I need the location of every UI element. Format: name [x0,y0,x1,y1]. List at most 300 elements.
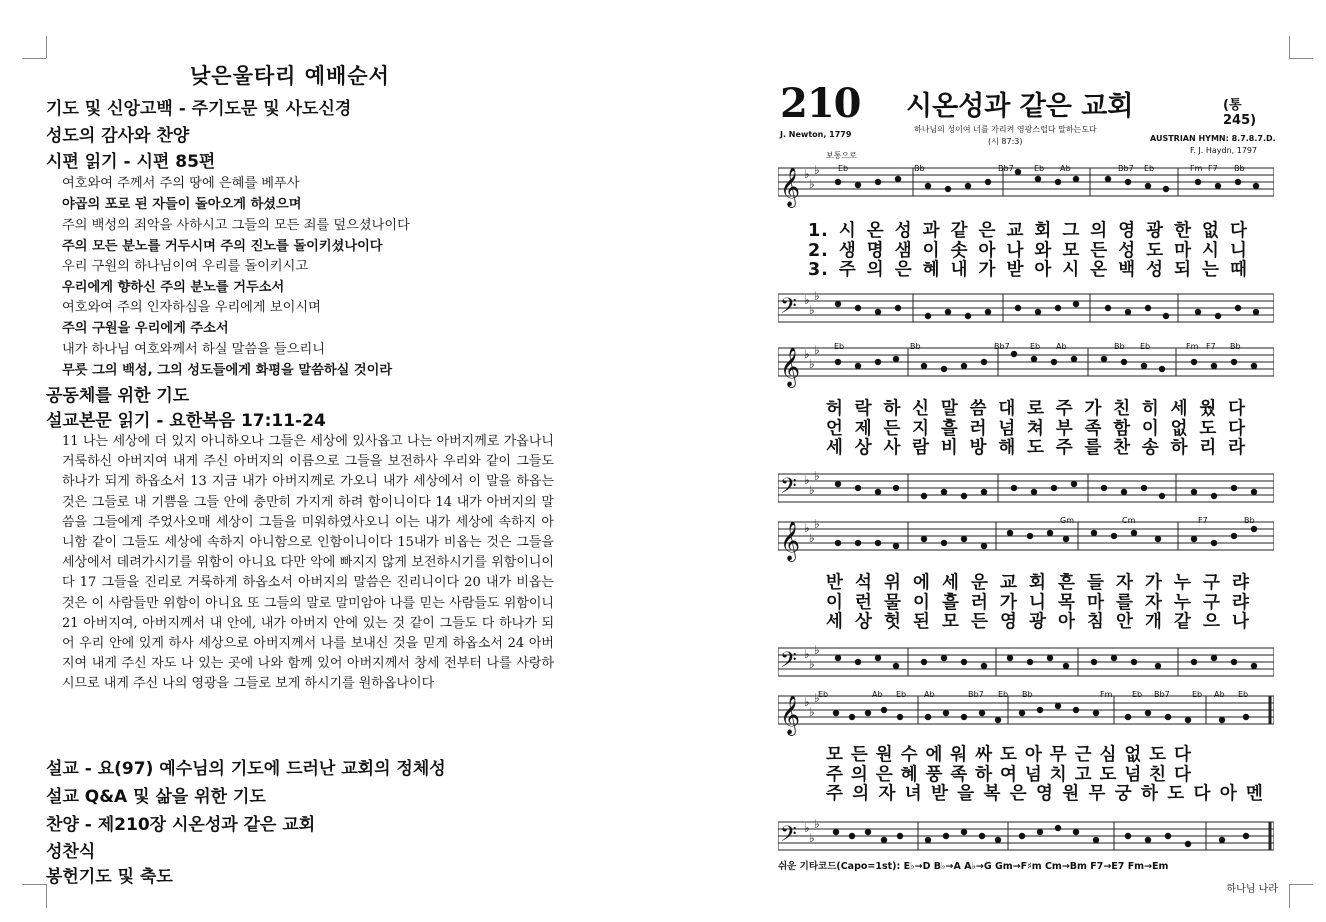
chord-label: Bb [1114,342,1125,351]
order-item: 기도 및 신앙고백 - 주기도문 및 사도신경 [46,99,352,119]
lyric-line [826,420,1246,440]
lyric-syllable: 시 [1062,260,1081,280]
chord-label: Eb [1140,342,1151,351]
lyric-syllable: 광 [1029,612,1047,632]
lyric-syllable: 은 [875,764,894,785]
psalm-line: 내가 하나님 여호와께서 하실 말씀을 들으리니 [62,342,326,357]
lyric-syllable: 받 [1006,260,1025,280]
lyric-syllable: 영 [1000,612,1018,632]
hymn-tune: AUSTRIAN HYMN: 8.7.8.7.D. [1150,134,1276,143]
order-item: 찬양 - 제210장 시온성과 같은 교회 [46,815,316,835]
svg-text:♭: ♭ [804,821,810,835]
lyric-syllable: 로 [1027,399,1045,419]
lyric-syllable: 안 [1116,612,1134,632]
chord-label: Gm [1060,516,1074,525]
lyric-line [808,242,1248,262]
chord-label: Bb [1022,690,1033,699]
psalm-line: 여호와여 주의 인자하심을 우리에게 보이시며 [62,300,321,315]
lyric-syllable: 은 [1009,784,1028,804]
lyric-syllable: 주 [1055,438,1074,458]
lyric-syllable: 혜 [922,260,941,280]
lyric-syllable: 에 [925,745,944,765]
svg-text:♭: ♭ [804,293,810,307]
chord-label: Ab [1060,164,1071,173]
lyric-line [826,613,1250,633]
chord-label: Bb [1230,342,1241,351]
order-item: 성도의 감사와 찬양 [46,126,190,146]
lyric-syllable: 도 [1000,745,1018,765]
lyric-syllable: 다 [1229,221,1248,241]
lyric-syllable: 혜 [900,764,919,785]
chord-label: Eb [818,690,829,699]
svg-text:♭: ♭ [814,817,820,831]
bass-staff [778,294,1274,322]
lyric-syllable: 허 [826,399,844,419]
crop-mark [1289,36,1290,58]
lyric-line [826,785,1264,805]
lyric-syllable: 든 [971,612,989,632]
chord-label: Bb7 [1154,690,1170,699]
treble-clef-icon: 𝄞 [780,521,801,561]
treble-staff [778,348,1274,376]
lyric-syllable: 교 [1000,573,1018,593]
lyric-syllable: 하 [1170,438,1189,458]
psalm-line: 여호와여 주께서 주의 땅에 은혜를 베푸사 [62,176,300,191]
chord-label: Eb [896,690,907,699]
lyric-syllable: 주 [838,260,857,280]
order-item: 성찬식 [46,842,96,862]
lyric-syllable: 치 [1049,764,1068,785]
lyric-syllable: 없 [1170,418,1189,439]
chord-label: Eb [1030,342,1041,351]
lyric-syllable: 에 [913,573,931,593]
chord-label: Bb7 [994,342,1010,351]
chord-label: Eb [1034,164,1045,173]
treble-staff [778,522,1274,550]
lyric-syllable: 싸 [975,745,994,765]
svg-text:♭: ♭ [814,517,820,531]
lyric-syllable: 상 [854,438,873,458]
chord-label: Ab [1214,690,1225,699]
lyric-syllable: 한 [1174,221,1193,241]
lyric-syllable: 워 [950,745,969,765]
lyric-syllable: 해 [998,438,1017,458]
lyric-syllable: 온 [1090,260,1109,280]
bass-clef-icon: 𝄢 [780,822,797,852]
chord-label: Bb [1244,516,1255,525]
lyric-syllable: 반 [826,573,844,593]
lyric-syllable: 자 [878,784,897,804]
svg-text:♭: ♭ [809,831,815,845]
chord-label: Fm [1186,342,1199,351]
lyric-syllable: 이 [922,240,941,261]
lyric-syllable: 씀 [969,399,988,419]
treble-clef-icon: 𝄞 [780,167,801,207]
lyric-syllable: 가 [1145,573,1163,593]
lyric-syllable: 운 [971,573,989,593]
lyric-syllable: 백 [1118,260,1137,280]
lyric-syllable: 되 [1174,260,1193,280]
chord-label: Fm [1190,164,1203,173]
lyric-syllable: 런 [855,592,873,613]
lyric-syllable: 여 [1000,764,1018,785]
lyrics-block [826,746,1264,805]
hymn-subtitle: 하나님의 성이여 너를 가리켜 영광스럽다 말하는도다 [914,125,1097,134]
chord-label: Eb [1132,690,1143,699]
svg-text:♭: ♭ [814,164,820,177]
lyric-syllable: 리 [1199,438,1218,458]
lyric-line [826,766,1192,786]
lyric-syllable: 이 [826,592,844,613]
lyric-syllable: 모 [826,745,844,765]
lyric-syllable: 1. [808,221,829,241]
chord-label: F7 [1206,342,1216,351]
chord-label: Eb [1238,690,1249,699]
lyric-syllable: 온 [866,221,885,241]
lyric-syllable: 헛 [884,612,902,632]
lyric-syllable: 친 [1113,399,1132,419]
chord-label: Eb [1144,164,1155,173]
chord-label: Ab [1056,342,1067,351]
lyric-syllable: 다 [1193,784,1212,804]
psalm-line: 야곱의 포로 된 자들이 돌아오게 하셨으며 [62,197,302,212]
lyric-syllable: 락 [854,399,873,419]
svg-text:♭: ♭ [814,289,820,303]
lyric-syllable: 지 [912,418,931,439]
svg-text:♭: ♭ [809,705,815,719]
lyric-syllable: 신 [912,399,931,419]
lyric-syllable: 하 [883,399,902,419]
hymn-composer: F. J. Haydn, 1797 [1190,146,1258,155]
chord-label: Bb [1234,164,1245,173]
lyric-line [826,439,1246,459]
lyric-syllable: 생 [838,240,857,261]
svg-text:♭: ♭ [809,657,815,671]
lyric-syllable: 시 [1202,240,1220,261]
lyric-syllable: 의 [866,260,885,280]
lyric-syllable: 아 [978,240,997,261]
lyric-syllable: 흘 [940,418,959,439]
lyric-syllable: 원 [1062,784,1081,804]
svg-text:♭: ♭ [804,167,810,181]
lyric-syllable: 모 [942,612,960,632]
lyric-syllable: 누 [1174,573,1192,593]
chord-label: Ab [924,690,935,699]
lyric-syllable: 의 [850,764,869,785]
psalm-line: 무릇 그의 백성, 그의 성도들에게 화평을 말씀하실 것이라 [62,363,393,378]
lyric-syllable: 은 [978,221,997,241]
svg-text:♭: ♭ [809,357,815,371]
lyric-syllable: 구 [1203,573,1221,593]
hymn-category: 하나님 나라 [1226,884,1278,895]
lyric-syllable: 무 [1088,784,1107,804]
lyric-syllable: 는 [1202,260,1220,280]
lyric-syllable: 도 [1027,438,1045,458]
lyric-syllable: 넘 [998,418,1017,439]
lyric-syllable: 수 [900,745,919,765]
lyric-line [808,222,1248,242]
chord-label: Eb [1192,690,1203,699]
bass-clef-icon: 𝄢 [780,648,797,678]
lyric-syllable: 를 [1084,438,1103,458]
lyric-syllable: 찬 [1113,438,1132,458]
lyric-syllable: 풍 [925,764,944,785]
lyric-syllable: 세 [1170,399,1189,419]
lyric-syllable: 랴 [1232,592,1250,613]
lyric-syllable: 궁 [1114,784,1133,804]
lyric-syllable: 으 [1203,612,1221,632]
chord-label: Bb7 [1118,164,1134,173]
crop-mark [22,884,46,885]
lyric-syllable: 3. [808,260,829,280]
lyric-syllable: 제 [854,418,873,439]
hymn-reference: (시 87:3) [988,137,1023,146]
lyric-syllable: 2. [808,240,829,261]
lyric-syllable: 과 [922,221,941,241]
lyric-syllable: 가 [1000,592,1018,613]
lyric-syllable: 침 [1087,612,1105,632]
lyric-syllable: 복 [983,784,1002,804]
lyric-syllable: 들 [1087,573,1105,593]
lyric-syllable: 족 [1084,418,1103,439]
lyric-syllable: 도 [1149,745,1168,765]
svg-text:♭: ♭ [814,643,820,657]
svg-text:♭: ♭ [809,177,815,191]
lyric-syllable: 심 [1099,745,1118,765]
lyric-syllable: 도 [1167,784,1186,804]
svg-text:♭: ♭ [804,473,810,487]
svg-text:♭: ♭ [804,647,810,661]
chord-label: Bb [910,342,921,351]
lyric-syllable: 든 [883,418,902,439]
lyric-syllable: 언 [826,418,844,439]
order-item: 시편 읽기 - 시편 85편 [46,152,216,172]
svg-text:♭: ♭ [804,347,810,361]
lyric-syllable: 아 [1024,745,1043,765]
lyric-line [826,746,1192,766]
order-item: 봉헌기도 및 축도 [46,867,173,887]
lyric-syllable: 성 [1118,240,1137,261]
hymn-title: 시온성과 같은 교회 [906,91,1134,122]
lyric-syllable: 니 [1229,240,1248,261]
lyric-syllable: 때 [1229,260,1248,280]
lyric-syllable: 비 [940,438,959,458]
lyric-syllable: 고 [1074,764,1093,785]
lyric-syllable: 자 [1145,592,1163,613]
lyric-syllable: 도 [1146,240,1165,261]
svg-text:♭: ♭ [809,531,815,545]
lyric-syllable: 를 [1116,592,1134,613]
lyric-syllable: 받 [931,784,949,804]
psalm-line: 주의 구원을 우리에게 주소서 [62,321,229,336]
lyric-syllable: 하 [1141,784,1159,804]
lyric-syllable: 말 [940,399,959,419]
hymn-sheet [778,80,1278,895]
lyric-syllable: 러 [971,592,989,613]
lyric-syllable: 나 [1232,612,1250,632]
lyric-line [826,594,1250,614]
crop-mark [46,36,47,58]
lyric-syllable: 가 [1084,399,1103,419]
crop-mark [46,884,47,908]
lyric-syllable: 같 [1174,612,1192,632]
lyric-syllable: 은 [894,260,913,280]
lyric-syllable: 랴 [1232,573,1250,593]
lyric-syllable: 와 [1034,240,1053,261]
lyric-syllable: 구 [1203,592,1221,613]
lyric-syllable: 내 [950,260,969,280]
lyric-syllable: 자 [1116,573,1134,593]
lyric-syllable: 상 [855,612,873,632]
lyric-syllable: 영 [1118,221,1137,241]
lyric-syllable: 세 [826,438,844,458]
lyric-syllable: 샘 [894,240,913,261]
lyric-syllable: 흘 [942,592,960,613]
bass-clef-icon: 𝄢 [780,474,797,504]
lyric-syllable: 누 [1174,592,1192,613]
crop-mark [22,58,46,59]
hymn-old-number: (통 245) [1223,98,1257,128]
bass-staff [778,648,1274,676]
hymn-lyricist: J. Newton, 1779 [780,130,852,139]
psalm-line: 주의 모든 분노를 거두시며 주의 진노를 돌이키셨나이다 [62,239,383,254]
lyric-syllable: 교 [1006,221,1025,241]
lyric-syllable: 회 [1029,573,1047,593]
lyric-syllable: 명 [866,240,885,261]
lyric-syllable: 아 [1034,260,1053,280]
lyric-syllable: 솟 [950,240,969,261]
lyric-syllable: 개 [1145,612,1163,632]
order-item: 설교 - 요(97) 예수님의 기도에 드러난 교회의 정체성 [46,759,446,779]
lyric-syllable: 사 [883,438,902,458]
lyric-syllable: 니 [1029,592,1047,613]
lyric-syllable: 석 [855,573,873,593]
lyric-syllable: 성 [894,221,913,241]
lyric-syllable: 주 [826,784,844,804]
lyric-syllable: 웠 [1199,399,1218,419]
lyric-syllable: 을 [957,784,976,804]
crop-mark [1289,884,1290,908]
lyric-syllable: 하 [975,764,994,785]
lyric-syllable: 다 [1174,745,1192,765]
lyric-syllable: 된 [913,612,931,632]
lyric-syllable: 쳐 [1027,418,1045,439]
lyric-syllable: 아 [1219,784,1238,804]
lyric-syllable: 히 [1141,399,1160,419]
hymn-tempo: 보통으로 [826,151,857,160]
lyric-syllable: 모 [1062,240,1081,261]
lyric-syllable: 물 [884,592,902,613]
chord-label: Eb [834,342,845,351]
treble-clef-icon: 𝄞 [780,695,801,735]
lyric-syllable: 무 [1049,745,1068,765]
lyric-syllable: 영 [1036,784,1054,804]
lyric-line [808,261,1248,281]
lyric-syllable: 목 [1058,592,1076,613]
lyric-line [826,574,1250,594]
lyric-syllable: 의 [852,784,871,804]
lyric-syllable: 근 [1074,745,1093,765]
svg-text:♭: ♭ [814,469,820,483]
lyrics-block [826,574,1250,633]
lyric-syllable: 광 [1146,221,1165,241]
lyric-syllable: 도 [1099,764,1118,785]
svg-text:♭: ♭ [809,483,815,497]
lyrics-block [808,222,1248,281]
lyric-syllable: 가 [978,260,997,280]
lyric-syllable: 송 [1141,438,1160,458]
lyric-syllable: 그 [1062,221,1081,241]
svg-text:♭: ♭ [804,521,810,535]
svg-text:♭: ♭ [814,343,820,357]
lyric-syllable: 주 [826,764,844,785]
psalm-line: 우리 구원의 하나님이여 우리를 돌이키시고 [62,259,309,274]
lyric-syllable: 아 [1058,612,1076,632]
psalm-line: 주의 백성의 죄악을 사하시고 그들의 모든 죄를 덮으셨나이다 [62,218,410,233]
lyric-syllable: 의 [1090,221,1109,241]
lyric-syllable: 녀 [904,784,923,804]
svg-text:♭: ♭ [804,695,810,709]
crop-mark [1289,884,1313,885]
lyric-syllable: 함 [1113,418,1132,439]
lyric-syllable: 이 [913,592,931,613]
lyric-syllable: 주 [1055,399,1074,419]
lyric-syllable: 세 [942,573,960,593]
hymn-number: 210 [780,80,861,127]
easy-guitar-chords: 쉬운 기타코드(Capo=1st): E♭→D B♭→A A♭→G Gm→F♯m Cm→Bm F7→E7 Fm→Em [778,861,1169,872]
lyric-syllable: 이 [1141,418,1160,439]
chord-label: Ab [872,690,883,699]
lyric-syllable: 없 [1202,221,1220,241]
lyric-syllable: 든 [850,745,869,765]
chord-label: Bb7 [998,164,1014,173]
lyric-syllable: 마 [1174,240,1193,261]
order-item: 설교 Q&A 및 삶을 위한 기도 [46,787,266,807]
lyric-syllable: 도 [1199,418,1218,439]
lyric-syllable: 위 [884,573,902,593]
chord-label: Bb [914,164,925,173]
lyric-syllable: 다 [1174,764,1192,785]
chord-label: Bb7 [968,690,984,699]
svg-text:♭: ♭ [814,691,820,705]
bass-clef-icon: 𝄢 [780,294,797,324]
lyric-syllable: 라 [1228,438,1246,458]
lyric-syllable: 대 [998,399,1017,419]
lyric-syllable: 러 [969,418,988,439]
lyric-syllable: 나 [1006,240,1025,261]
sermon-reading-heading: 설교본문 읽기 - 요한복음 17:11-24 [46,411,326,431]
lyric-syllable: 족 [950,764,969,785]
lyric-syllable: 멘 [1246,784,1264,804]
chord-label: Cm [1122,516,1136,525]
page-title: 낮은울타리 예배순서 [190,64,390,88]
lyric-syllable: 람 [912,438,931,458]
lyric-syllable: 다 [1228,399,1246,419]
sermon-passage: 11 나는 세상에 더 있지 아니하오나 그들은 세상에 있사옵고 나는 아버지께로 가옵나니 거룩하신 아버지여 내게 주신 아버지의 이름으로 그들을 보전하사 우리와 같이 그들도 하나가 되게 하옵소서 13 지금 내가 아버지께로 가오니 내가 세상에서 이 말을 하옵는 것은 그들로 내 기쁨을 그들 안에 충만히 가지게 하려 함이니이다 14 내가 아버지의 말씀을 그들에게 주었사오매 세상이 그들을 미워하였사오니 이는 내가 세상에 속하지 아니함 같이 그들도 세상에 속하지 아니함으로 인함이니이다 15내가 비옵는 것은 그들을 세상에서 데려가시기를 위함이 아니요 다만 악에 빠지지 않게 보전하시기를 위함이니이다 17 그들을 진리로 거룩하게 하옵소서 아버지의 말씀은 진리니이다 20 내가 비옵는 것은 이 사람들만 위함이 아니요 또 그들의 말로 말미암아 나를 믿는 사람들도 위함이니 21 아버지여, 아버지께서 내 안에, 내가 아버지 안에 있는 것 같이 그들도 다 하나가 되어 우리 안에 있게 하사 세상으로 아버지께서 나를 보내신 것을 믿게 하옵소서 24 아버지여 내게 주신 자도 나 있는 곳에 나와 함께 있어 아버지께서 창세 전부터 나를 사랑하시므로 내게 주신 나의 영광을 그들로 보게 하시기를 원하옵나이다 [62,434,555,692]
lyric-syllable: 마 [1087,592,1105,613]
lyric-syllable: 회 [1034,221,1053,241]
lyric-syllable: 방 [969,438,988,458]
psalm-line: 우리에게 향하신 주의 분노를 거두소서 [62,280,285,295]
chord-label: F7 [1208,164,1218,173]
lyric-syllable: 성 [1146,260,1165,280]
lyric-syllable: 같 [950,221,969,241]
lyric-syllable: 부 [1055,418,1074,439]
chord-label: Eb [838,164,849,173]
chord-label: Eb [998,690,1009,699]
svg-text:♭: ♭ [809,303,815,317]
lyric-syllable: 원 [875,745,894,765]
